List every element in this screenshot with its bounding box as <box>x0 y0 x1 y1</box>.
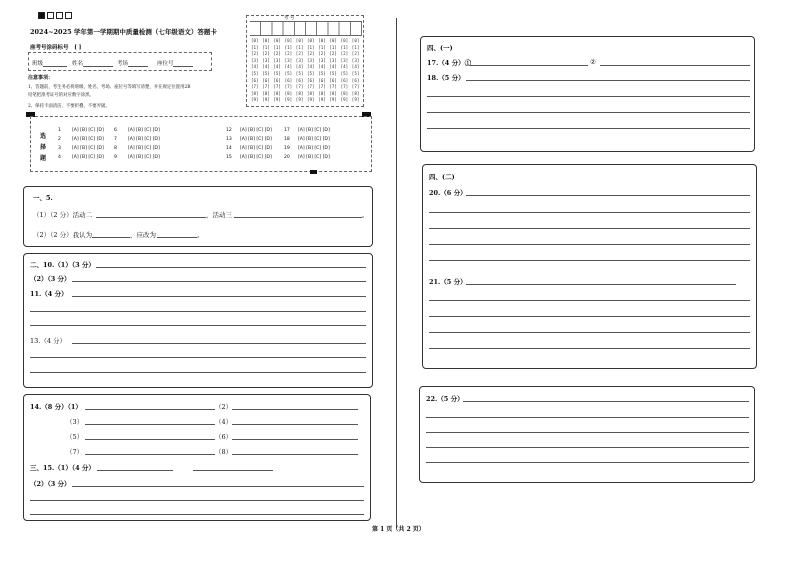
id-bubble[interactable]: [3] <box>295 57 304 63</box>
exam-title: 2024~2025 学年第一学期期中质量检测（七年级语文）答题卡 <box>30 28 217 36</box>
sec2-q13: 13.（4 分） <box>30 337 67 345</box>
sec3-q14: 14.（8 分）（1） <box>30 403 82 411</box>
id-bubble[interactable]: [2] <box>351 51 360 57</box>
answer-line[interactable] <box>72 486 364 487</box>
sec5-q21: 21.（5 分） <box>429 278 467 286</box>
mc-option-bubbles[interactable]: [A] [B] [C] [D] <box>72 137 104 142</box>
id-bubble[interactable]: [6] <box>273 77 281 83</box>
sec5-q20: 20.（6 分） <box>429 189 467 197</box>
answer-line[interactable] <box>96 267 366 268</box>
answer-line[interactable] <box>600 65 750 66</box>
section-2-box <box>23 253 373 388</box>
answer-line[interactable] <box>30 357 366 358</box>
id-bubble[interactable]: [9] <box>273 97 281 103</box>
id-bubble[interactable]: [4] <box>273 64 281 70</box>
id-bubble[interactable]: [8] <box>329 90 337 96</box>
id-bubble[interactable]: [7] <box>262 84 270 90</box>
id-grid-header-row <box>250 15 362 22</box>
id-bubble[interactable]: [9] <box>307 97 315 103</box>
id-bubble[interactable]: [6] <box>284 77 293 83</box>
sec4-q17-2: ② <box>590 58 596 66</box>
answer-line[interactable] <box>429 348 750 349</box>
id-bubble[interactable]: [9] <box>295 97 304 103</box>
id-bubble[interactable]: [4] <box>307 64 315 70</box>
id-bubble[interactable]: [1] <box>284 44 293 50</box>
id-bubble[interactable]: [8] <box>340 90 349 96</box>
answer-line[interactable] <box>30 325 366 326</box>
sec1-q1-answer-b[interactable] <box>234 217 362 218</box>
answer-line[interactable] <box>72 281 366 282</box>
id-bubble[interactable]: [6] <box>251 77 259 83</box>
positioning-mark <box>310 170 317 174</box>
mc-question-number: 14 <box>226 146 232 151</box>
mc-question-number: 3 <box>58 146 61 151</box>
answer-line[interactable] <box>429 212 750 213</box>
answer-line[interactable] <box>429 260 750 261</box>
mc-box <box>30 116 372 172</box>
id-bubble[interactable]: [7] <box>351 84 360 90</box>
id-bubble[interactable]: [4] <box>329 64 337 70</box>
id-bubble[interactable]: [4] <box>351 64 360 70</box>
sec3-q15-1: 三、15.（1）（4 分） <box>30 464 95 472</box>
mc-question-number: 18 <box>284 137 290 142</box>
answer-line[interactable] <box>30 500 364 501</box>
id-bubble[interactable]: [0] <box>295 38 304 43</box>
mc-option-bubbles[interactable]: [A] [B] [C] [D] <box>128 137 160 142</box>
answer-line[interactable] <box>97 470 173 471</box>
answer-line[interactable] <box>85 439 215 440</box>
id-bubble[interactable]: [2] <box>284 51 293 57</box>
id-bubble[interactable]: [6] <box>307 77 315 83</box>
answer-line[interactable] <box>426 462 749 463</box>
id-bubble[interactable]: [3] <box>284 57 293 63</box>
mc-option-bubbles[interactable]: [A] [B] [C] [D] <box>240 137 272 142</box>
id-bubble[interactable]: [1] <box>307 44 315 50</box>
mc-label: 题 <box>40 155 47 162</box>
sec4-q17: 17.（4 分）① <box>427 59 472 67</box>
answer-line[interactable] <box>193 470 273 471</box>
answer-line[interactable] <box>466 195 750 196</box>
sec1-q1-answer-a[interactable] <box>96 217 206 218</box>
id-bubble[interactable]: [5] <box>295 71 304 76</box>
sec1-q2-end: 。 <box>197 231 204 239</box>
mc-question-number: 8 <box>114 146 117 151</box>
answer-line[interactable] <box>426 432 749 433</box>
id-bubble[interactable]: [8] <box>307 90 315 96</box>
sec4-title: 四、(一) <box>427 44 453 52</box>
id-bubble[interactable]: [5] <box>262 71 270 76</box>
id-bubble[interactable]: [9] <box>329 97 337 103</box>
answer-line[interactable] <box>429 316 750 317</box>
notes-title: 注意事项： <box>28 75 54 81</box>
id-bubble[interactable]: [0] <box>340 38 349 43</box>
mc-option-bubbles[interactable]: [A] [B] [C] [D] <box>298 137 330 142</box>
id-bubble[interactable]: [2] <box>307 51 315 57</box>
header-squares <box>38 12 74 19</box>
id-bubble[interactable]: [9] <box>284 97 293 103</box>
answer-line[interactable] <box>72 343 366 344</box>
id-bubble[interactable]: [3] <box>351 57 360 63</box>
section-3-box <box>23 394 371 521</box>
mc-option-bubbles[interactable]: [A] [B] [C] [D] <box>128 155 160 160</box>
id-bubble[interactable]: [6] <box>262 77 270 83</box>
answer-line[interactable] <box>85 424 215 425</box>
id-bubble[interactable]: [9] <box>318 97 326 103</box>
id-bubble[interactable]: [0] <box>284 38 293 43</box>
id-bubble[interactable]: [4] <box>262 64 270 70</box>
id-bubble[interactable]: [5] <box>318 71 326 76</box>
id-bubble[interactable]: [7] <box>329 84 337 90</box>
id-bubble[interactable]: [7] <box>307 84 315 90</box>
id-bubble[interactable]: [1] <box>262 44 270 50</box>
sec3-item: （8） <box>215 448 233 456</box>
mc-option-bubbles[interactable]: [A] [B] [C] [D] <box>128 128 160 133</box>
id-bubble[interactable]: [8] <box>295 90 304 96</box>
mc-option-bubbles[interactable]: [A] [B] [C] [D] <box>128 146 160 151</box>
id-bubble[interactable]: [4] <box>318 64 326 70</box>
id-bubble[interactable]: [5] <box>284 71 293 76</box>
seat-label: 座考号涂码标号 [ ] <box>30 45 82 51</box>
room-field-label: 考场 <box>117 61 129 67</box>
sec1-title: 一、5. <box>33 194 53 202</box>
id-bubble[interactable]: [1] <box>273 44 281 50</box>
answer-line[interactable] <box>429 228 750 229</box>
answer-line[interactable] <box>426 417 749 418</box>
page-number: 第 1 页（共 2 页） <box>372 526 425 533</box>
square-icon <box>56 12 63 19</box>
mc-question-number: 15 <box>226 155 232 160</box>
page-divider <box>396 18 397 528</box>
id-bubble[interactable]: [1] <box>251 44 259 50</box>
answer-line[interactable] <box>30 372 366 373</box>
id-bubble[interactable]: [7] <box>251 84 259 90</box>
class-field[interactable] <box>43 66 67 67</box>
id-bubble[interactable]: [5] <box>351 71 360 76</box>
id-bubble[interactable]: [5] <box>273 71 281 76</box>
id-bubble[interactable]: [3] <box>273 57 281 63</box>
id-grid-write-row[interactable] <box>250 22 362 36</box>
id-bubble[interactable]: [9] <box>351 97 360 103</box>
sec4-q18: 18.（5 分） <box>427 74 465 82</box>
sec1-q2-answer-a[interactable] <box>92 237 130 238</box>
mc-option-bubbles[interactable]: [A] [B] [C] [D] <box>240 146 272 151</box>
mc-question-number: 6 <box>114 128 117 133</box>
answer-line[interactable] <box>427 96 750 97</box>
id-bubble[interactable]: [6] <box>295 77 304 83</box>
id-bubble[interactable]: [2] <box>295 51 304 57</box>
sec1-q1-end: 。 <box>362 211 369 219</box>
id-bubble[interactable]: [1] <box>295 44 304 50</box>
mc-question-number: 13 <box>226 137 232 142</box>
id-bubble[interactable]: [3] <box>251 57 259 63</box>
mc-question-number: 17 <box>284 128 290 133</box>
mc-option-bubbles[interactable]: [A] [B] [C] [D] <box>298 128 330 133</box>
sec3-item: （5） <box>66 433 84 441</box>
name-field-label: 姓名 <box>72 61 84 67</box>
id-bubble[interactable]: [0] <box>307 38 315 43</box>
mc-option-bubbles[interactable]: [A] [B] [C] [D] <box>240 155 272 160</box>
id-bubble[interactable]: [0] <box>262 38 270 43</box>
answer-line[interactable] <box>232 409 358 410</box>
room-field[interactable] <box>128 66 148 67</box>
sec1-q1-prefix: （1）（2 分）活动二 <box>33 211 93 219</box>
mc-question-number: 20 <box>284 155 290 160</box>
answer-line[interactable] <box>232 424 358 425</box>
mc-question-number: 19 <box>284 146 290 151</box>
sec3-item: （6） <box>215 433 233 441</box>
id-bubble[interactable]: [9] <box>340 97 349 103</box>
sec1-q1-mid: ，活动三 <box>206 211 232 219</box>
id-bubble[interactable]: [5] <box>340 71 349 76</box>
filled-square-icon <box>38 12 45 19</box>
mc-option-bubbles[interactable]: [A] [B] [C] [D] <box>298 155 330 160</box>
id-bubble[interactable]: [7] <box>318 84 326 90</box>
sec1-q2-mid: ，应改为 <box>130 231 156 239</box>
sec2-q11: 11.（4 分） <box>30 290 68 298</box>
id-bubble[interactable]: [8] <box>251 90 259 96</box>
id-bubble[interactable]: [3] <box>262 57 270 63</box>
answer-line[interactable] <box>429 332 750 333</box>
id-bubble[interactable]: [8] <box>284 90 293 96</box>
sec1-q2-answer-b[interactable] <box>157 237 197 238</box>
id-bubble[interactable]: [4] <box>251 64 259 70</box>
id-bubble[interactable]: [6] <box>340 77 349 83</box>
note-line: 2、保持卡面清洁，不要折叠、不要弄破。 <box>28 104 110 109</box>
id-bubble[interactable]: [9] <box>262 97 270 103</box>
id-bubble[interactable]: [0] <box>251 38 259 43</box>
mc-question-number: 2 <box>58 137 61 142</box>
seat-field[interactable] <box>173 66 193 67</box>
id-bubble[interactable]: [8] <box>262 90 270 96</box>
mc-option-bubbles[interactable]: [A] [B] [C] [D] <box>72 146 104 151</box>
id-bubble[interactable]: [3] <box>318 57 326 63</box>
sec3-item: （4） <box>215 418 233 426</box>
id-bubble[interactable]: [5] <box>307 71 315 76</box>
mc-option-bubbles[interactable]: [A] [B] [C] [D] <box>298 146 330 151</box>
sec6-q22: 22.（5 分） <box>426 395 464 403</box>
note-line: 1、答题前，考生务必将班级、姓名、考场、座位号等填写清楚，并在规定位置用2B <box>28 85 191 90</box>
note-line: 铅笔把准考证号的对应数字涂黑。 <box>28 93 94 98</box>
mc-question-number: 7 <box>114 137 117 142</box>
id-bubble[interactable]: [8] <box>318 90 326 96</box>
square-icon <box>65 12 72 19</box>
sec3-q15-2: （2）（3 分） <box>30 480 71 488</box>
id-bubble[interactable]: [6] <box>351 77 360 83</box>
section-4-box <box>420 36 755 152</box>
answer-line[interactable] <box>72 296 366 297</box>
id-bubble[interactable]: [7] <box>284 84 293 90</box>
answer-line[interactable] <box>85 454 215 455</box>
id-bubble[interactable]: [4] <box>284 64 293 70</box>
id-bubble[interactable]: [9] <box>251 97 259 103</box>
mc-question-number: 12 <box>226 128 232 133</box>
id-bubble[interactable]: [8] <box>273 90 281 96</box>
name-field[interactable] <box>83 66 113 67</box>
id-bubble[interactable]: [4] <box>340 64 349 70</box>
mc-option-bubbles[interactable]: [A] [B] [C] [D] <box>240 128 272 133</box>
id-bubble[interactable]: [1] <box>351 44 360 50</box>
class-field-label: 班级 <box>32 61 44 67</box>
id-bubble[interactable]: [4] <box>295 64 304 70</box>
answer-line[interactable] <box>429 300 750 301</box>
mc-question-number: 1 <box>58 128 61 133</box>
answer-line[interactable] <box>466 80 750 81</box>
square-icon <box>47 12 54 19</box>
sec1-q2-prefix: （2）（2 分）我认为 <box>33 231 93 239</box>
answer-line[interactable] <box>470 65 588 66</box>
mc-label: 选 <box>40 133 47 140</box>
answer-line[interactable] <box>466 284 736 285</box>
id-bubble[interactable]: [5] <box>251 71 259 76</box>
answer-line[interactable] <box>429 244 750 245</box>
mc-label: 择 <box>40 144 47 151</box>
id-bubble[interactable]: [2] <box>318 51 326 57</box>
mc-option-bubbles[interactable]: [A] [B] [C] [D] <box>72 155 104 160</box>
id-bubble[interactable]: [1] <box>340 44 349 50</box>
id-bubble[interactable]: [1] <box>329 44 337 50</box>
id-bubble[interactable]: [8] <box>351 90 360 96</box>
id-bubble[interactable]: [0] <box>273 38 281 43</box>
id-bubble[interactable]: [1] <box>318 44 326 50</box>
answer-line[interactable] <box>427 128 750 129</box>
id-bubble[interactable]: [2] <box>329 51 337 57</box>
id-bubble[interactable]: [7] <box>295 84 304 90</box>
mc-question-number: 9 <box>114 155 117 160</box>
id-bubble[interactable]: [2] <box>340 51 349 57</box>
id-grid-header: 考 号 <box>284 16 295 21</box>
answer-line[interactable] <box>232 454 358 455</box>
id-bubble[interactable]: [3] <box>340 57 349 63</box>
answer-line[interactable] <box>30 514 364 515</box>
answer-line[interactable] <box>427 112 750 113</box>
sec2-q10-1: 二、10.（1）（3 分） <box>30 261 95 269</box>
id-bubble[interactable]: [6] <box>329 77 337 83</box>
answer-line[interactable] <box>463 401 749 402</box>
id-bubble[interactable]: [0] <box>351 38 360 43</box>
id-bubble[interactable]: [7] <box>273 84 281 90</box>
sec3-item: （3） <box>66 418 84 426</box>
sec5-title: 四、(二) <box>429 173 455 181</box>
mc-question-number: 4 <box>58 155 61 160</box>
id-bubble[interactable]: [0] <box>318 38 326 43</box>
sec3-item: （7） <box>66 448 84 456</box>
sec3-item: （2） <box>215 403 233 411</box>
seat-field-label: 座位号 <box>157 61 174 67</box>
answer-line[interactable] <box>426 447 749 448</box>
id-bubble[interactable]: [7] <box>340 84 349 90</box>
answer-line[interactable] <box>85 409 215 410</box>
mc-option-bubbles[interactable]: [A] [B] [C] [D] <box>72 128 104 133</box>
id-bubble[interactable]: [6] <box>318 77 326 83</box>
id-bubble[interactable]: [3] <box>329 57 337 63</box>
id-bubble[interactable]: [0] <box>329 38 337 43</box>
sec2-q10-2: （2）（3 分） <box>30 275 71 283</box>
answer-line[interactable] <box>30 311 366 312</box>
id-bubble[interactable]: [2] <box>273 51 281 57</box>
id-bubble[interactable]: [2] <box>251 51 259 57</box>
answer-line[interactable] <box>232 439 358 440</box>
id-bubble[interactable]: [3] <box>307 57 315 63</box>
id-bubble[interactable]: [2] <box>262 51 270 57</box>
id-bubble[interactable]: [5] <box>329 71 337 76</box>
